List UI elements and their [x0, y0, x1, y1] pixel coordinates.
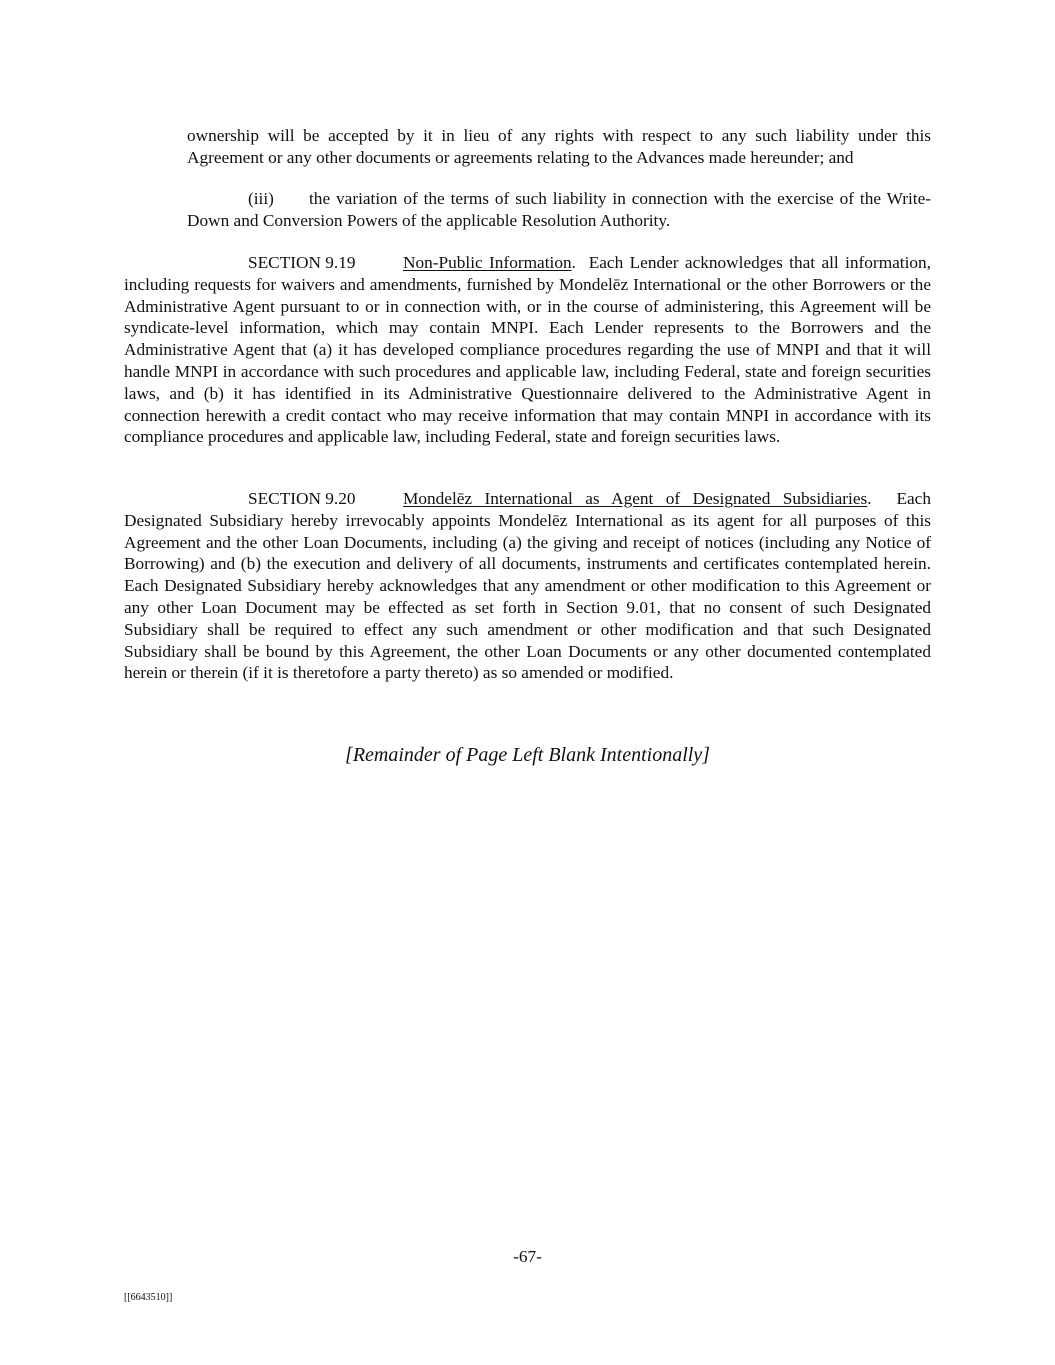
section-9-20-paragraph: SECTION 9.20 Mondelēz International as Agent of Designated Subsidiaries. Each Designated Subsidiary hereby irrevocably appoints Mondelēz International as its agent for all purposes of this Agreement and the other Loan Documents, including (a) the giving and receipt of notices (including any Notice of Borrowing) and (b) the execution and delivery of all documents, instruments and certificates contemplated herein. Each Designated Subsidiary hereby acknowledges that any amendment or other modification to this Agreement or any other Loan Document may be effected as set forth in Section 9.01, that no consent of such Designated Subsidiary shall be required to effect any such amendment or other modification and that such Designated Subsidiary shall be bound by this Agreement, the other Loan Documents or any other documented contemplated herein or therein (if it is theretofore a party thereto) as so amended or modified.	[124, 489, 931, 683]
section-9-20-number: SECTION 9.20	[248, 489, 356, 508]
clause-iii-paragraph	[187, 188, 931, 232]
section-9-19-paragraph: SECTION 9.19 Non-Public Information. Each Lender acknowledges that all information, including requests for waivers and amendments, furnished by Mondelēz International or the other Borrowers or the Administrative Agent pursuant to or in connection with, or in the course of administering, this Agreement will be syndicate-level information, which may contain MNPI. Each Lender represents to the Borrowers and the Administrative Agent that (a) it has developed compliance procedures regarding the use of MNPI and that it will handle MNPI in accordance with such procedures and applicable law, including Federal, state and foreign securities laws, and (b) it has identified in its Administrative Questionnaire delivered to the Administrative Agent in connection herewith a credit contact who may receive information that may contain MNPI in accordance with its compliance procedures and applicable law, including Federal, state and foreign securities laws.	[124, 253, 932, 447]
section-9-19-body: Each Lender acknowledges that all information, including requests for waivers and amendments, furnished by Mondelēz International or the other Borrowers or the Administrative Agent pursuant to or in connection with, or in the course of administering, this Agreement will be syndicate-level information, which may contain MNPI. Each Lender represents to the Borrowers and the Administrative Agent that (a) it has developed compliance procedures regarding the use of MNPI and that it will handle MNPI in accordance with such procedures and applicable law, including Federal, state and foreign securities laws, and (b) it has identified in its Administrative Questionnaire delivered to the Administrative Agent in connection herewith a credit contact who may receive information that may contain MNPI in accordance with its compliance procedures and applicable law, including Federal, state and foreign securities laws.	[124, 253, 932, 447]
clause-iii-text: the variation of the terms of such liability in connection with the exercise of the Write-Down and Conversion Powers of the applicable Resolution Authority.	[187, 189, 931, 230]
section-9-19-number: SECTION 9.19	[248, 253, 356, 272]
document-id: [[6643510]]	[124, 1292, 173, 1303]
remainder-note: [Remainder of Page Left Blank Intentionally]	[345, 744, 710, 766]
section-9-20-heading: Mondelēz International as Agent of Designated Subsidiaries	[403, 489, 868, 508]
section-9-19-heading: Non-Public Information	[403, 253, 572, 272]
page-number: -67-	[513, 1247, 542, 1266]
clause-iii-number: (iii)	[248, 189, 274, 208]
continuation-paragraph	[187, 125, 931, 169]
section-9-20-body: Each Designated Subsidiary hereby irrevocably appoints Mondelēz International as its agent for all purposes of this Agreement and the other Loan Documents, including (a) the giving and receipt of notices (including any Notice of Borrowing) and (b) the execution and delivery of all documents, instruments and certificates contemplated herein. Each Designated Subsidiary hereby acknowledges that any amendment or other modification to this Agreement or any other Loan Document may be effected as set forth in Section 9.01, that no consent of such Designated Subsidiary shall be required to effect any such amendment or other modification and that such Designated Subsidiary shall be bound by this Agreement, the other Loan Documents or any other documented contemplated herein or therein (if it is theretofore a party thereto) as so amended or modified.	[124, 489, 931, 683]
continuation-text: ownership will be accepted by it in lieu of any rights with respect to any such liability under this Agreement or any other documents or agreements relating to the Advances made hereunder; and	[187, 126, 931, 167]
